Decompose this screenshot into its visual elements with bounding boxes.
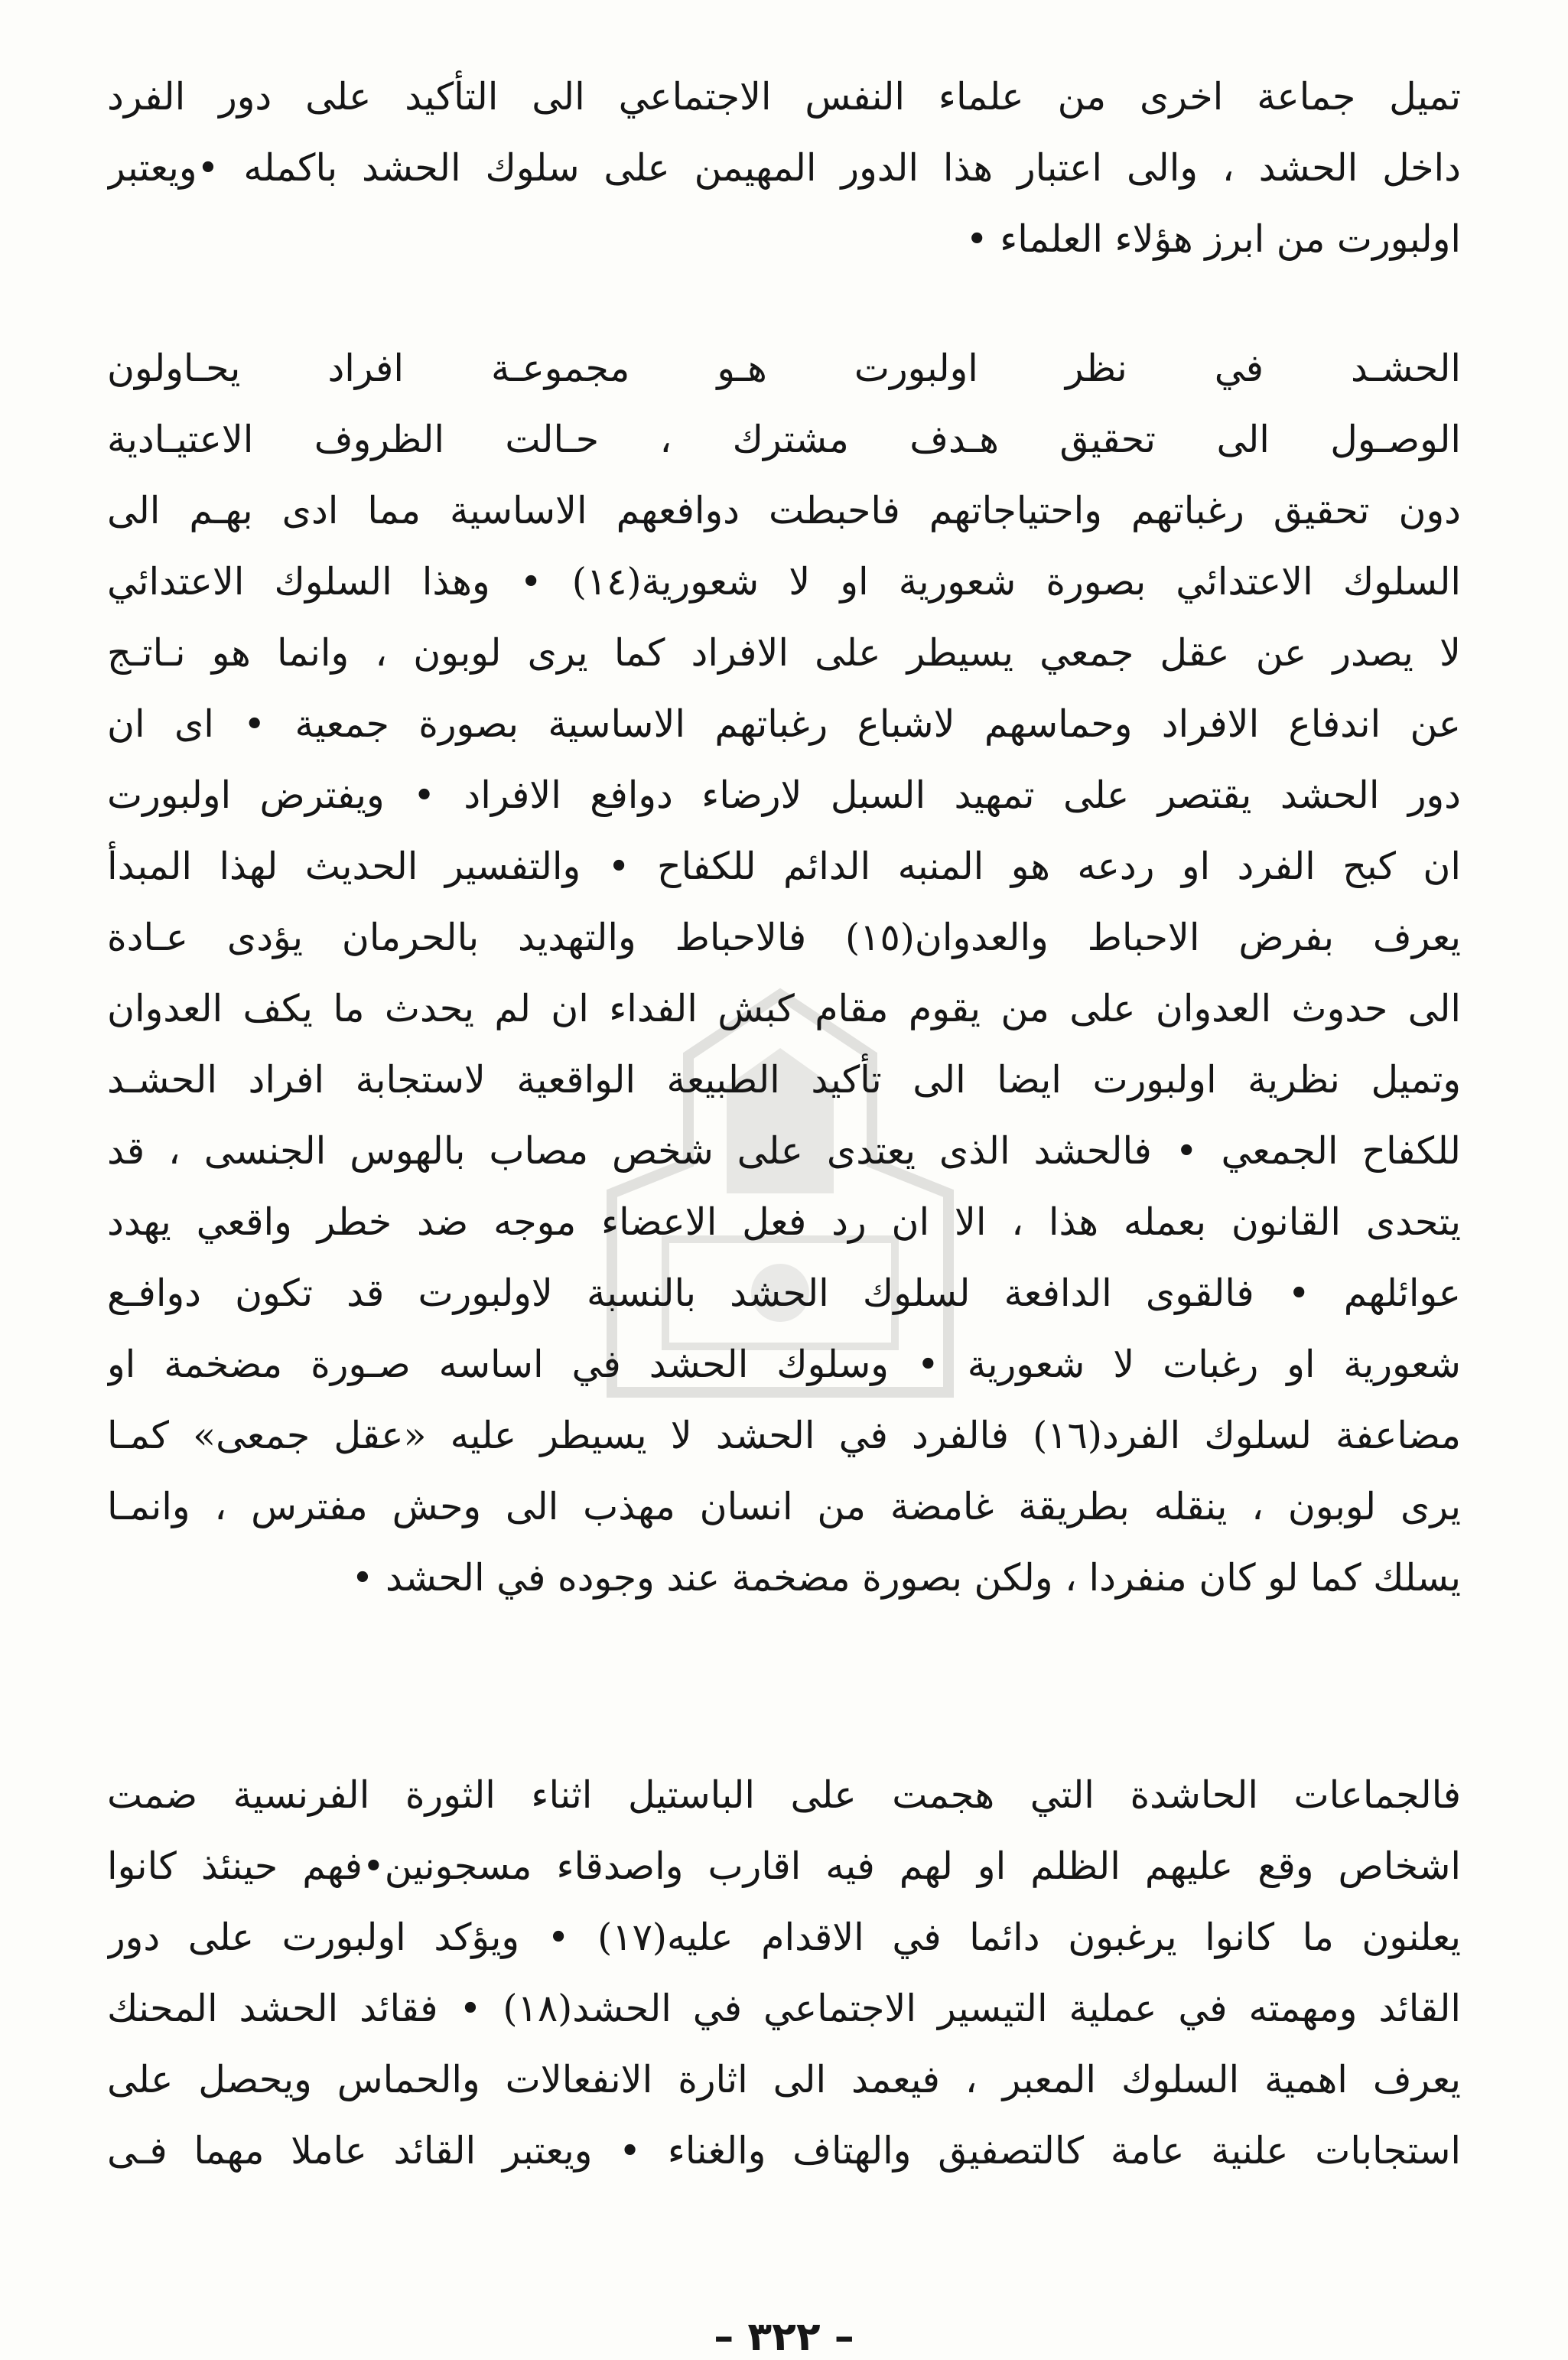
text-line: يسلك كما لو كان منفردا ، ولكن بصورة مضخمة عند وجوده في الحشد •: [351, 1556, 1461, 1600]
text-line: يعرف اهمية السلوك المعبر ، فيعمد الى اثارة الانفعالات والحماس ويحصل على: [107, 2058, 1461, 2101]
text-line: داخل الحشد ، والى اعتبار هذا الدور المهيمن على سلوك الحشد باكمله •ويعتبر: [107, 146, 1461, 190]
text-line: فالجماعات الحاشدة التي هجمت على الباستيل اثناء الثورة الفرنسية ضمت: [107, 1773, 1461, 1817]
page-number: – ٣٢٢ –: [714, 2314, 854, 2360]
text-line: اولبورت من ابرز هؤلاء العلماء •: [965, 217, 1461, 261]
text-line: عن اندفاع الافراد وحماسهم لاشباع رغباتهم الاساسية بصورة جمعية • اى ان: [107, 702, 1461, 746]
text-line: مضاعفة لسلوك الفرد(١٦) فالفرد في الحشد لا يسيطر عليه «عقل جمعى» كمـا: [107, 1414, 1461, 1457]
text-line: السلوك الاعتدائي بصورة شعورية او لا شعورية(١٤) • وهذا السلوك الاعتدائي: [107, 560, 1461, 604]
paragraph-2: [107, 333, 1461, 1613]
text-line: دون تحقيق رغباتهم واحتياجاتهم فاحبطت دوافعهم الاساسية مما ادى بهـم الى: [107, 489, 1461, 532]
text-line: ان كبح الفرد او ردعه هو المنبه الدائم للكفاح • والتفسير الحديث لهذا المبدأ: [107, 845, 1461, 888]
text-line: يعلنون ما كانوا يرغبون دائما في الاقدام عليه(١٧) • ويؤكد اولبورت على دور: [107, 1916, 1461, 1959]
text-line: عوائلهم • فالقوى الدافعة لسلوك الحشد بالنسبة لاولبورت قد تكون دوافـع: [107, 1271, 1461, 1315]
text-line: القائد ومهمته في عملية التيسير الاجتماعي في الحشد(١٨) • فقائد الحشد المحنك: [107, 1987, 1461, 2030]
text-line: يرى لوبون ، ينقله بطريقة غامضة من انسان مهذب الى وحش مفترس ، وانمـا: [107, 1485, 1461, 1528]
text-line: دور الحشد يقتصر على تمهيد السبل لارضاء دوافع الافراد • ويفترض اولبورت: [107, 773, 1461, 817]
text-line: الحشـد في نظر اولبورت هـو مجموعـة افراد يحـاولون: [107, 347, 1461, 390]
text-line: تميل جماعة اخرى من علماء النفس الاجتماعي الى التأكيد على دور الفرد: [107, 75, 1461, 119]
page-content: [107, 61, 1461, 2360]
text-line: يتحدى القانون بعمله هذا ، الا ان رد فعل الاعضاء موجه ضد خطر واقعي يهدد: [107, 1200, 1461, 1244]
text-line: الوصـول الى تحقيق هـدف مشترك ، حـالت الظروف الاعتيـادية: [107, 418, 1461, 461]
paragraph-3: [107, 1759, 1461, 2186]
text-line: لا يصدر عن عقل جمعي يسيطر على الافراد كما يرى لوبون ، وانما هو نـاتـج: [107, 631, 1461, 675]
text-line: وتميل نظرية اولبورت ايضا الى تأكيد الطبيعة الواقعية لاستجابة افراد الحشـد: [107, 1058, 1461, 1102]
text-line: للكفاح الجمعي • فالحشد الذى يعتدى على شخص مصاب بالهوس الجنسى ، قد: [107, 1129, 1461, 1173]
text-line: استجابات علنية عامة كالتصفيق والهتاف والغناء • ويعتبر القائد عاملا مهما فـى: [107, 2129, 1461, 2173]
text-line: اشخاص وقع عليهم الظلم او لهم فيه اقارب واصدقاء مسجونين•فهم حينئذ كانوا: [107, 1844, 1461, 1888]
text-line: شعورية او رغبات لا شعورية • وسلوك الحشد في اساسه صـورة مضخمة او: [107, 1343, 1461, 1386]
text-line: الى حدوث العدوان على من يقوم مقام كبش الفداء ان لم يحدث ما يكف العدوان: [107, 987, 1461, 1030]
text-line: يعرف بفرض الاحباط والعدوان(١٥) فالاحباط والتهديد بالحرمان يؤدى عـادة: [107, 916, 1461, 959]
paragraph-1: [107, 61, 1461, 275]
